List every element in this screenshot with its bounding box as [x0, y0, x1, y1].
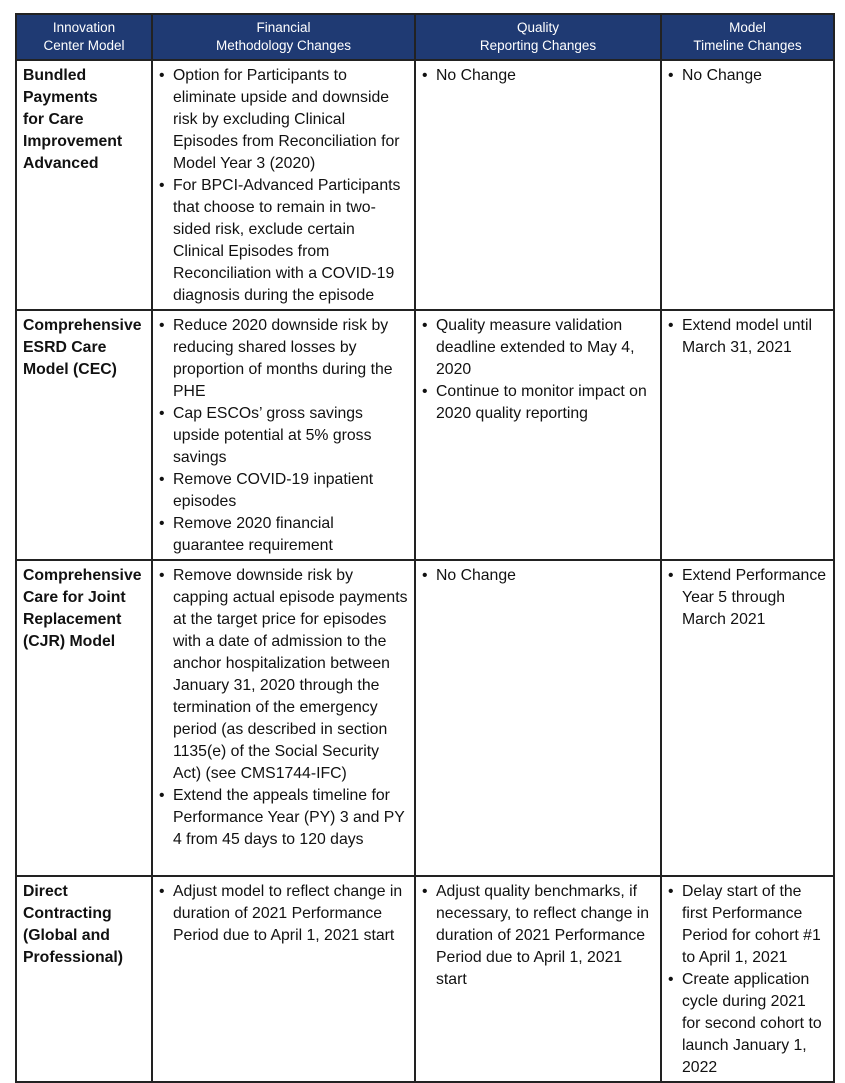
header-row — [16, 14, 834, 60]
list-item: • Remove 2020 financial guarantee requirement — [159, 513, 408, 557]
list-item: • Quality measure validation deadline extended to May 4, 2020 — [422, 315, 654, 381]
quality-changes-cell — [415, 876, 661, 1082]
model-name-cell: Bundled Payments for Care Improvement Advanced — [16, 60, 152, 310]
financial-changes-cell — [152, 60, 415, 310]
list-item: • No Change — [668, 65, 827, 87]
list-item: • Remove downside risk by capping actual episode payments at the target price for episodes with a date of admission to the anchor hospitalization between January 31, 2020 through the termination of the emergency period (as described in section 1135(e) of the Social Security Act) (see CMS1744-IFC) — [159, 565, 408, 785]
timeline-changes-cell — [661, 60, 834, 310]
list-item: • Extend model until March 31, 2021 — [668, 315, 827, 359]
header-quality-reporting-changes: Quality Reporting Changes — [415, 14, 661, 60]
model-name-cell: Comprehensive Care for Joint Replacement (CJR) Model — [16, 560, 152, 876]
table-row — [16, 60, 834, 310]
quality-changes-cell — [415, 560, 661, 876]
list-item: • Create application cycle during 2021 for second cohort to launch January 1, 2022 — [668, 969, 827, 1079]
timeline-changes-cell — [661, 310, 834, 560]
header-model-timeline-changes: Model Timeline Changes — [661, 14, 834, 60]
table-row — [16, 310, 834, 560]
model-name-cell: Comprehensive ESRD Care Model (CEC) — [16, 310, 152, 560]
quality-changes-cell — [415, 60, 661, 310]
header-innovation-center-model: Innovation Center Model — [16, 14, 152, 60]
list-item: • Delay start of the first Performance Period for cohort #1 to April 1, 2021 — [668, 881, 827, 969]
list-item: • Cap ESCOs’ gross savings upside potential at 5% gross savings — [159, 403, 408, 469]
list-item: • Extend the appeals timeline for Performance Year (PY) 3 and PY 4 from 45 days to 120 days — [159, 785, 408, 851]
list-item: • Option for Participants to eliminate upside and downside risk by excluding Clinical Episodes from Reconciliation for Model Year 3 (2020) — [159, 65, 408, 175]
financial-changes-cell — [152, 310, 415, 560]
timeline-changes-cell — [661, 876, 834, 1082]
list-item: • Adjust quality benchmarks, if necessary, to reflect change in duration of 2021 Performance Period due to April 1, 2021 start — [422, 881, 654, 991]
list-item: • No Change — [422, 65, 654, 87]
quality-changes-cell — [415, 310, 661, 560]
list-item: • No Change — [422, 565, 654, 587]
table-row — [16, 876, 834, 1082]
list-item: • Remove COVID-19 inpatient episodes — [159, 469, 408, 513]
list-item: • For BPCI-Advanced Participants that choose to remain in two-sided risk, exclude certain Clinical Episodes from Reconciliation with a COVID-19 diagnosis during the episode — [159, 175, 408, 307]
model-changes-table — [15, 13, 835, 1083]
header-financial-methodology-changes: Financial Methodology Changes — [152, 14, 415, 60]
list-item: • Extend Performance Year 5 through March 2021 — [668, 565, 827, 631]
financial-changes-cell — [152, 876, 415, 1082]
timeline-changes-cell — [661, 560, 834, 876]
list-item: • Continue to monitor impact on 2020 quality reporting — [422, 381, 654, 425]
list-item: • Adjust model to reflect change in duration of 2021 Performance Period due to April 1, 2021 start — [159, 881, 408, 947]
table-row — [16, 560, 834, 876]
financial-changes-cell — [152, 560, 415, 876]
list-item: • Reduce 2020 downside risk by reducing shared losses by proportion of months during the PHE — [159, 315, 408, 403]
model-name-cell: Direct Contracting (Global and Professional) — [16, 876, 152, 1082]
